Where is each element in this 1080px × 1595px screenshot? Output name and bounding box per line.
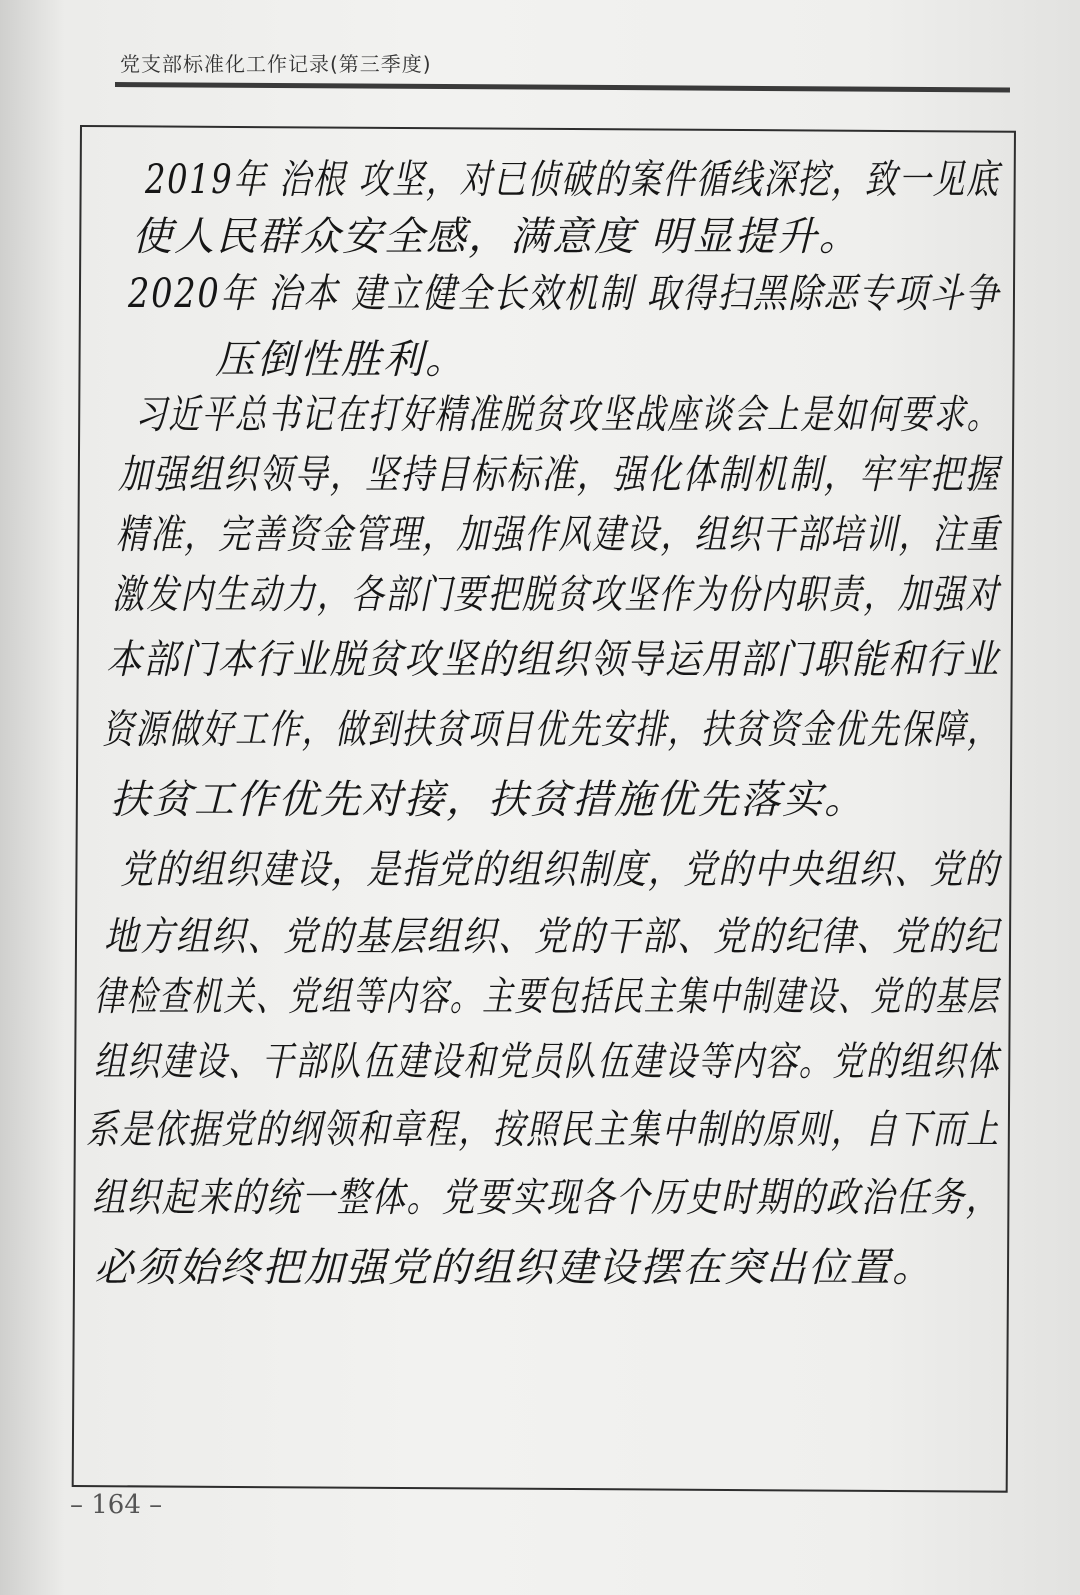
page-number: – 164 – <box>70 1490 163 1520</box>
record-book-title: 党支部标准化工作记录(第三季度) <box>120 52 432 76</box>
handwritten-line: 加强组织领导，坚持目标标准，强化体制机制，牢牢把握 <box>118 452 1000 498</box>
handwritten-line: 2019年 治根 攻坚，对已侦破的案件循线深挖，致一见底 <box>145 157 1000 203</box>
handwritten-line: 使人民群众安全感，满意度 明显提升。 <box>132 214 861 260</box>
handwritten-line: 地方组织、党的基层组织、党的干部、党的纪律、党的纪 <box>104 914 1000 960</box>
handwritten-line: 必须始终把加强党的组织建设摆在突出位置。 <box>94 1245 934 1291</box>
handwritten-line: 组织起来的统一整体。党要实现各个历史时期的政治任务， <box>92 1175 1001 1221</box>
handwritten-line: 党的组织建设，是指党的组织制度，党的中央组织、党的 <box>120 847 1000 893</box>
handwritten-line: 2020年 治本 建立健全长效机制 取得扫黑除恶专项斗争 <box>128 271 1001 317</box>
handwritten-line: 律检查机关、党组等内容。主要包括民主集中制建设、党的基层 <box>94 974 1000 1020</box>
handwritten-line: 组织建设、干部队伍建设和党员队伍建设等内容。党的组织体 <box>94 1039 1001 1085</box>
handwritten-line: 资源做好工作，做到扶贫项目优先安排，扶贫资金优先保障， <box>102 707 1001 753</box>
handwritten-line: 扶贫工作优先对接，扶贫措施优先落实。 <box>110 777 866 823</box>
header-rule <box>115 82 1010 92</box>
handwritten-line: 习近平总书记在打好精准脱贫攻坚战座谈会上是如何要求。 <box>135 392 1000 438</box>
handwritten-line: 本部门本行业脱贫攻坚的组织领导运用部门职能和行业 <box>106 637 1001 683</box>
handwritten-line: 压倒性胜利。 <box>215 337 467 383</box>
handwritten-line: 精准，完善资金管理，加强作风建设，组织干部培训，注重 <box>116 512 1001 558</box>
handwritten-line: 激发内生动力，各部门要把脱贫攻坚作为份内职责，加强对 <box>112 572 1000 618</box>
handwritten-line: 系是依据党的纲领和章程，按照民主集中制的原则，自下而上 <box>86 1107 1001 1153</box>
